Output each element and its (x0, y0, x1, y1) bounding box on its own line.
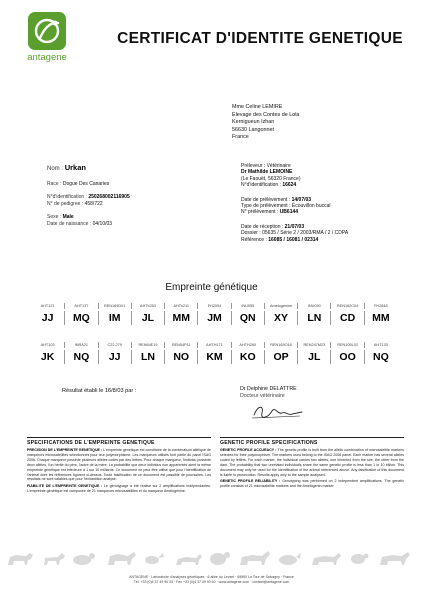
markers-row-2-names (31, 342, 397, 348)
marker-name: REN247M23 (297, 342, 330, 348)
owner-name: Mme Celine LEMIRE (232, 104, 283, 110)
spec-en (220, 437, 404, 489)
marker-genotype: MM (364, 311, 397, 325)
spec-en-text-2: Genotyping was performed on 2 independent amplifications. The genetic profile consists of 21 microsatellite markers and the Amelogenin marker. (220, 479, 404, 489)
marker-genotype: JJ (41, 312, 54, 324)
marker-genotype: QN (231, 311, 264, 325)
document-title: CERTIFICAT D'IDENTITE GENETIQUE (117, 30, 403, 47)
dossier-value: 05635 / Série 2 / 2003/RMA / 2 / CDPA (262, 230, 349, 237)
vet-label: Préleveur : Vétérinaire (241, 163, 291, 169)
spec-fr-lead-2: FIABILITE DE L'EMPREINTE GENETIQUE : (27, 484, 103, 489)
marker-name: REN169O18 (264, 342, 297, 348)
marker-name: AHT133 (364, 342, 397, 348)
owner-line1: Elevage des Contes de Lola (232, 111, 300, 118)
spec-fr-body (27, 448, 211, 482)
receipt-label: Date de réception : (241, 223, 284, 230)
receipt-value: 21/07/03 (284, 223, 305, 230)
marker-name: FH2848 (364, 303, 397, 309)
vet-name: Dr Mathilde LEMOINE (241, 169, 293, 176)
marker-genotype: KM (197, 350, 230, 364)
birth-value: 04/10/03 (92, 221, 113, 227)
spec-fr-text: L'empreinte génétique est constituée de la combinaison allélique de marqueurs microsatellites sélectionnés pour leur polymorphisme. Les marqueurs utilisés font partie du panel ISAG 2006. Chaque marqueur possède plusieurs allèles codés par des lettres. Pour chaque marqueur, l'individu possède deux allèles, l'un hérité du père, l'autre de la mère. La probabilité que deux individus non apparentés aient la même empreinte génétique est inférieure à 1 sur 10 milliards. Ce document ne peut être utilisé que pour l'identification de l'animal dont les références figurent ci-dessus. Toute falsification de ce document est passible de poursuites. Les résultats ne sont valables que pour l'échantillon analysé. (27, 448, 212, 482)
marker-genotype: LN (297, 311, 330, 325)
handwritten-signature (248, 401, 308, 423)
marker-name: FH2054 (197, 303, 230, 309)
marker-genotype: MQ (64, 311, 97, 325)
marker-name: AHT137 (64, 303, 97, 309)
signer-name: Dr Delphine DELATTRE (240, 386, 297, 392)
id-value: 250268002116905 (88, 194, 130, 200)
markers-row-2-values (31, 350, 397, 364)
marker-genotype: JM (197, 311, 230, 325)
spec-en-body (220, 448, 404, 477)
sampling-date-label: Date de prélèvement : (241, 196, 291, 203)
owner-country: France (232, 134, 249, 141)
marker-name: INU055 (231, 303, 264, 309)
spec-en-lead-2: GENETIC PROFILE RELIABILITY : (220, 479, 281, 484)
marker-name: INU030 (297, 303, 330, 309)
marker-name: AHTH260 (231, 342, 264, 348)
animal-silhouettes-decoration (0, 547, 423, 569)
marker-genotype: JL (297, 350, 330, 364)
spec-fr (27, 437, 211, 494)
sampling-type-label: Type de prélèvement : (241, 203, 291, 210)
marker-genotype: LN (131, 350, 164, 364)
vet-address: (Le Faouët, 56320 France) (241, 175, 301, 182)
marker-genotype: JJ (98, 350, 131, 364)
result-date: Résultat établi le 16/8/03 par : (62, 388, 137, 394)
spec-en-title: GENETIC PROFILE SPECIFICATIONS (220, 440, 318, 446)
owner-address (232, 104, 402, 142)
vet-id-value: 16624 (282, 182, 297, 189)
marker-genotype: OP (264, 350, 297, 364)
ref-label: Référence : (241, 236, 267, 243)
marker-genotype: JL (131, 311, 164, 325)
marker-name: REN105L03 (330, 342, 363, 348)
marker-name: C22.279 (98, 342, 131, 348)
sampling-num-value: UB6144 (279, 209, 299, 216)
breed-label: Race : (47, 181, 62, 187)
spec-en-lead: GENETIC PROFILE ACCURACY : (220, 448, 277, 452)
marker-name: REN162C04 (330, 303, 363, 309)
spec-fr-title: SPECIFICATIONS DE L'EMPREINTE GENETIQUE (27, 440, 155, 446)
marker-genotype: NQ (64, 350, 97, 364)
dossier-label: Dossier : (241, 230, 261, 237)
pedigree-value: 458/722 (84, 201, 103, 207)
marker-name: Amélogénine (264, 303, 297, 309)
birth-label: Date de naissance : (47, 221, 92, 227)
breed-value: Dogue Des Canaries (62, 181, 110, 187)
owner-line3: 56630 Langonnet (232, 126, 274, 133)
marker-genotype: OO (330, 350, 363, 364)
footer-line-2: Tél. +33 (0)4 37 49 90 03 · Fax +33 (0)4 37 49 90 60 · www.antagene.com · contact@antagene.com (133, 580, 290, 584)
signer-block (240, 386, 297, 399)
markers-row-1-values (31, 311, 397, 325)
marker-name: AHTk253 (131, 303, 164, 309)
signer-role: Docteur vétérinaire (240, 392, 285, 399)
dog-name-label: Nom : (47, 166, 64, 172)
vet-id-label: N°d'identification : (241, 182, 281, 189)
marker-name: REN169D01 (98, 303, 131, 309)
spec-en-body-2 (220, 479, 404, 489)
sex-value: Male (62, 214, 74, 220)
ref-value: 16085 / 16081 / 02314 (268, 236, 319, 243)
id-label: N°d'identification : (47, 194, 87, 200)
marker-name: REN54P11 (164, 342, 197, 348)
marker-genotype: NQ (364, 350, 397, 364)
marker-name: INRA21 (64, 342, 97, 348)
pedigree-label: N° de pedigree : (47, 201, 84, 207)
spec-fr-body-2 (27, 484, 211, 494)
marker-name: AHTH171 (197, 342, 230, 348)
sampling-date-value: 14/07/03 (291, 196, 312, 203)
logo-mark-icon (28, 12, 66, 50)
antagene-logo (18, 12, 76, 66)
marker-name: REN64E19 (131, 342, 164, 348)
dog-details (47, 163, 227, 228)
sex-label: Sexe : (47, 214, 62, 220)
footer (0, 575, 423, 585)
marker-genotype: MM (164, 311, 197, 325)
footer-line-1: ANTAGENE · Laboratoire d'analyses génétiques · 6 allée du Levant · 69890 La Tour de Salvagny · France (129, 575, 294, 579)
dog-name: Urkan (64, 163, 86, 172)
marker-genotype: NO (164, 350, 197, 364)
marker-genotype: JK (40, 351, 55, 363)
sampling-num-label: N° prélèvement : (241, 209, 279, 216)
marker-genotype: CD (330, 311, 363, 325)
spec-en-text: The genetic profile is built from the allelic combination of microsatellite markers selected for their polymorphism. The markers used belong to the ISAG 2006 panel. Each marker has several alleles coded by letters. For each marker, the individual carries two alleles, one inherited from the sire, the other from the dam. The probability that two unrelated individuals share the same genetic profile is less than 1 in 10 billion. This document may only be used for the identification of the animal referenced above. Any falsification of this document is liable to prosecution. Results apply only to the sample analysed. (220, 448, 405, 477)
marker-genotype: XY (264, 311, 297, 325)
sampling-type-value: Écouvillon buccal (291, 203, 331, 210)
marker-name: AHT103 (40, 343, 55, 347)
markers-row-1-names (31, 303, 397, 309)
marker-genotype: KO (231, 350, 264, 364)
marker-name: AHTk211 (164, 303, 197, 309)
marker-genotype: IM (98, 311, 131, 325)
genetic-fingerprint-title: Empreinte génétique (165, 282, 258, 293)
spec-fr-text-2: Le génotypage a été réalisé sur 2 amplifications indépendantes. L'empreinte génétique est composée de 21 marqueurs microsatellites et du marqueur Amélogénine. (27, 484, 211, 494)
logo-wordmark: antagene (27, 52, 67, 63)
sampling-details (241, 163, 411, 243)
spec-fr-lead: PRECISION DE L'EMPREINTE GENETIQUE : (27, 448, 103, 452)
owner-line2: Kernigueun Izhan (232, 119, 275, 126)
marker-name: AHT121 (40, 304, 55, 308)
